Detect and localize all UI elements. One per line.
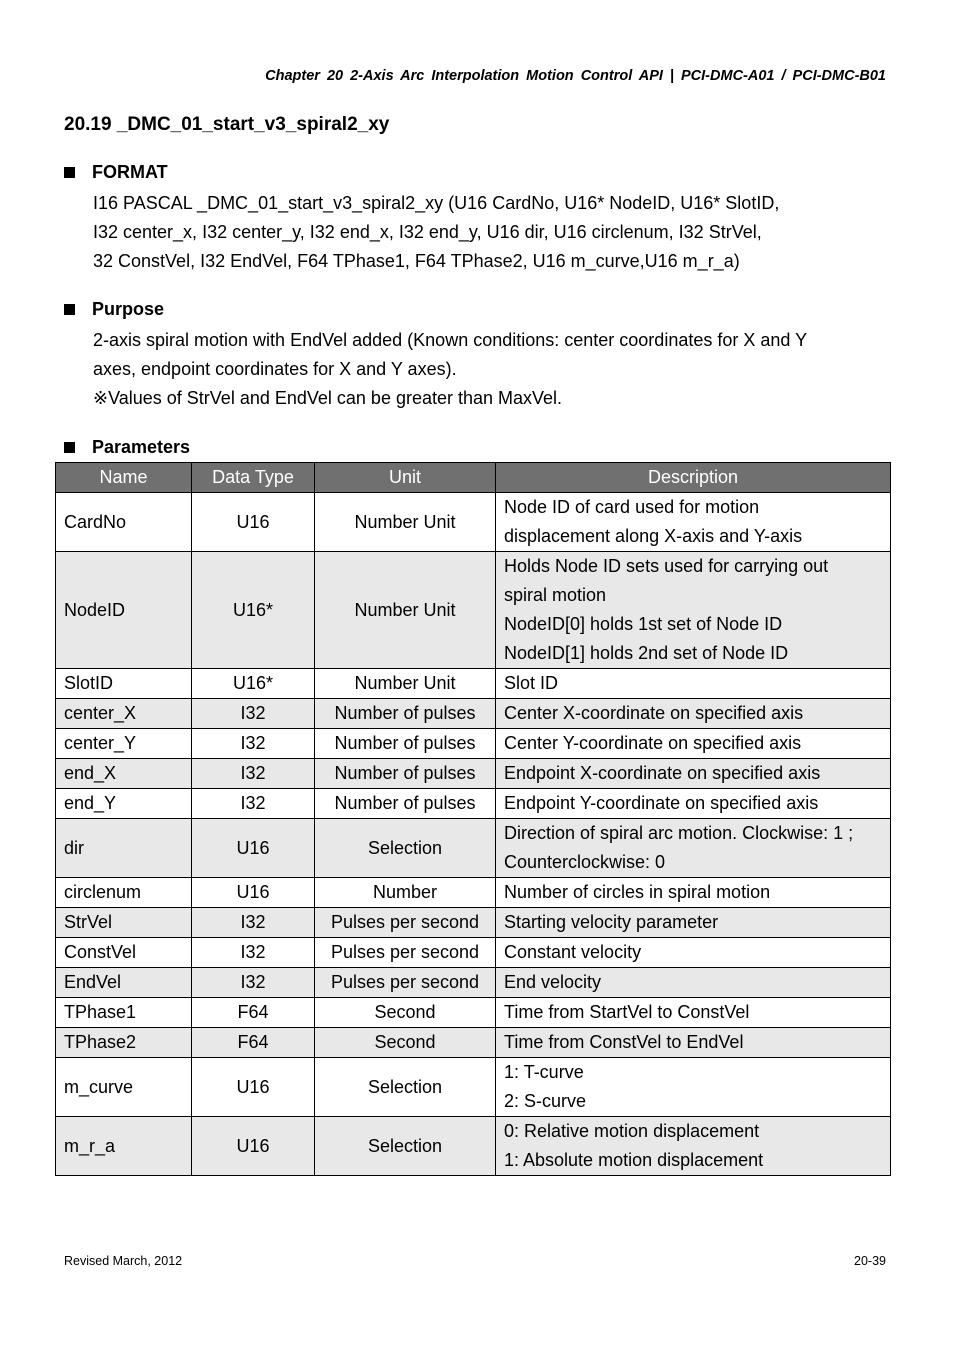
- table-row: [56, 878, 891, 908]
- param-description-cell: [496, 968, 891, 998]
- param-description-line: Number of circles in spiral motion: [504, 882, 771, 902]
- param-unit-cell: Number of pulses: [315, 789, 496, 819]
- bullet-square-icon: [64, 167, 75, 178]
- format-line: I32 center_x, I32 center_y, I32 end_x, I32 end_y, U16 dir, U16 circlenum, I32 StrVel,: [93, 222, 762, 242]
- parameters-table: [55, 462, 891, 1176]
- param-name-cell: StrVel: [56, 908, 192, 938]
- param-description-line: Constant velocity: [504, 942, 642, 962]
- param-unit-cell: Pulses per second: [315, 908, 496, 938]
- param-name-cell: CardNo: [56, 493, 192, 552]
- param-name-cell: end_X: [56, 759, 192, 789]
- table-row: [56, 938, 891, 968]
- table-row: [56, 819, 891, 878]
- param-unit-cell: Number Unit: [315, 552, 496, 669]
- param-description-line: spiral motion: [504, 585, 607, 605]
- table-row: [56, 552, 891, 669]
- param-description-line: Time from StartVel to ConstVel: [504, 1002, 750, 1022]
- param-description-line: Holds Node ID sets used for carrying out: [504, 556, 829, 576]
- param-type-cell: I32: [192, 699, 315, 729]
- param-description-cell: [496, 699, 891, 729]
- format-heading: [64, 162, 168, 183]
- format-body: [93, 189, 779, 276]
- param-name-cell: ConstVel: [56, 938, 192, 968]
- bullet-square-icon: [64, 442, 75, 453]
- parameters-table-body: [56, 493, 891, 1176]
- footer-revision: Revised March, 2012: [64, 1254, 183, 1268]
- param-unit-cell: Second: [315, 998, 496, 1028]
- param-type-cell: U16*: [192, 669, 315, 699]
- table-row: [56, 493, 891, 552]
- purpose-line: 2-axis spiral motion with EndVel added (Known conditions: center coordinates for X and Y: [93, 330, 808, 350]
- table-row: [56, 729, 891, 759]
- param-name-cell: TPhase2: [56, 1028, 192, 1058]
- param-type-cell: I32: [192, 968, 315, 998]
- param-description-line: 1: Absolute motion displacement: [504, 1150, 764, 1170]
- param-description-line: Time from ConstVel to EndVel: [504, 1032, 744, 1052]
- param-description-cell: [496, 819, 891, 878]
- param-description-cell: [496, 998, 891, 1028]
- param-unit-cell: Selection: [315, 1058, 496, 1117]
- param-description-cell: [496, 878, 891, 908]
- param-name-cell: TPhase1: [56, 998, 192, 1028]
- page-header: Chapter 20 2-Axis Arc Interpolation Motion Control API | PCI-DMC-A01 / PCI-DMC-B01: [265, 68, 886, 84]
- param-type-cell: U16: [192, 819, 315, 878]
- param-description-cell: [496, 669, 891, 699]
- param-description-cell: [496, 759, 891, 789]
- purpose-body: [93, 326, 807, 413]
- param-unit-cell: Number of pulses: [315, 729, 496, 759]
- param-type-cell: U16: [192, 493, 315, 552]
- parameters-heading: [64, 437, 190, 458]
- param-unit-cell: Number Unit: [315, 493, 496, 552]
- param-unit-cell: Number: [315, 878, 496, 908]
- param-name-cell: dir: [56, 819, 192, 878]
- param-description-cell: [496, 493, 891, 552]
- param-name-cell: SlotID: [56, 669, 192, 699]
- purpose-heading-label: Purpose: [92, 299, 165, 319]
- section-title: 20.19 _DMC_01_start_v3_spiral2_xy: [64, 114, 390, 135]
- param-description-line: Starting velocity parameter: [504, 912, 719, 932]
- param-name-cell: m_r_a: [56, 1117, 192, 1176]
- table-row: [56, 908, 891, 938]
- param-description-cell: [496, 1117, 891, 1176]
- param-unit-cell: Second: [315, 1028, 496, 1058]
- param-description-cell: [496, 729, 891, 759]
- param-name-cell: center_X: [56, 699, 192, 729]
- param-unit-cell: Number Unit: [315, 669, 496, 699]
- param-unit-cell: Number of pulses: [315, 699, 496, 729]
- table-row: [56, 1058, 891, 1117]
- param-description-line: NodeID[1] holds 2nd set of Node ID: [504, 643, 789, 663]
- param-type-cell: I32: [192, 729, 315, 759]
- table-header-row: [56, 463, 891, 493]
- param-type-cell: F64: [192, 1028, 315, 1058]
- param-unit-cell: Pulses per second: [315, 968, 496, 998]
- param-unit-cell: Pulses per second: [315, 938, 496, 968]
- table-row: [56, 789, 891, 819]
- bullet-square-icon: [64, 304, 75, 315]
- parameters-heading-label: Parameters: [92, 437, 191, 457]
- param-name-cell: NodeID: [56, 552, 192, 669]
- param-description-line: 0: Relative motion displacement: [504, 1121, 760, 1141]
- purpose-line: axes, endpoint coordinates for X and Y axes).: [93, 359, 457, 379]
- table-row: [56, 1028, 891, 1058]
- table-row: [56, 669, 891, 699]
- column-header-name: Name: [56, 463, 192, 493]
- param-description-cell: [496, 908, 891, 938]
- param-description-line: Center Y-coordinate on specified axis: [504, 733, 802, 753]
- purpose-line: ※Values of StrVel and EndVel can be greater than MaxVel.: [93, 388, 563, 408]
- format-line: 32 ConstVel, I32 EndVel, F64 TPhase1, F64 TPhase2, U16 m_curve,U16 m_r_a): [93, 251, 740, 271]
- param-type-cell: I32: [192, 789, 315, 819]
- format-heading-label: FORMAT: [92, 162, 168, 182]
- param-type-cell: I32: [192, 759, 315, 789]
- param-description-line: displacement along X-axis and Y-axis: [504, 526, 803, 546]
- param-description-cell: [496, 552, 891, 669]
- param-type-cell: U16*: [192, 552, 315, 669]
- param-type-cell: U16: [192, 1058, 315, 1117]
- param-description-line: Endpoint X-coordinate on specified axis: [504, 763, 821, 783]
- table-row: [56, 968, 891, 998]
- param-type-cell: F64: [192, 998, 315, 1028]
- column-header-unit: Unit: [315, 463, 496, 493]
- param-description-cell: [496, 1028, 891, 1058]
- param-name-cell: EndVel: [56, 968, 192, 998]
- param-name-cell: end_Y: [56, 789, 192, 819]
- param-description-cell: [496, 1058, 891, 1117]
- param-description-line: End velocity: [504, 972, 602, 992]
- param-unit-cell: Selection: [315, 1117, 496, 1176]
- purpose-heading: [64, 299, 164, 320]
- param-description-line: Node ID of card used for motion: [504, 497, 760, 517]
- param-description-line: Direction of spiral arc motion. Clockwise: 1 ;: [504, 823, 854, 843]
- footer-page-number: 20-39: [854, 1254, 886, 1268]
- param-unit-cell: Selection: [315, 819, 496, 878]
- param-description-line: Slot ID: [504, 673, 559, 693]
- param-description-line: 2: S-curve: [504, 1091, 587, 1111]
- table-row: [56, 998, 891, 1028]
- param-description-line: 1: T-curve: [504, 1062, 584, 1082]
- table-row: [56, 699, 891, 729]
- param-description-cell: [496, 938, 891, 968]
- param-name-cell: circlenum: [56, 878, 192, 908]
- param-type-cell: U16: [192, 1117, 315, 1176]
- column-header-data-type: Data Type: [192, 463, 315, 493]
- param-type-cell: I32: [192, 938, 315, 968]
- param-unit-cell: Number of pulses: [315, 759, 496, 789]
- param-name-cell: center_Y: [56, 729, 192, 759]
- format-line: I16 PASCAL _DMC_01_start_v3_spiral2_xy (U16 CardNo, U16* NodeID, U16* SlotID,: [93, 193, 780, 213]
- param-type-cell: U16: [192, 878, 315, 908]
- param-description-line: Center X-coordinate on specified axis: [504, 703, 804, 723]
- param-description-cell: [496, 789, 891, 819]
- param-name-cell: m_curve: [56, 1058, 192, 1117]
- param-description-line: Endpoint Y-coordinate on specified axis: [504, 793, 819, 813]
- table-row: [56, 1117, 891, 1176]
- param-description-line: Counterclockwise: 0: [504, 852, 666, 872]
- param-type-cell: I32: [192, 908, 315, 938]
- param-description-line: NodeID[0] holds 1st set of Node ID: [504, 614, 783, 634]
- column-header-description: Description: [496, 463, 891, 493]
- table-row: [56, 759, 891, 789]
